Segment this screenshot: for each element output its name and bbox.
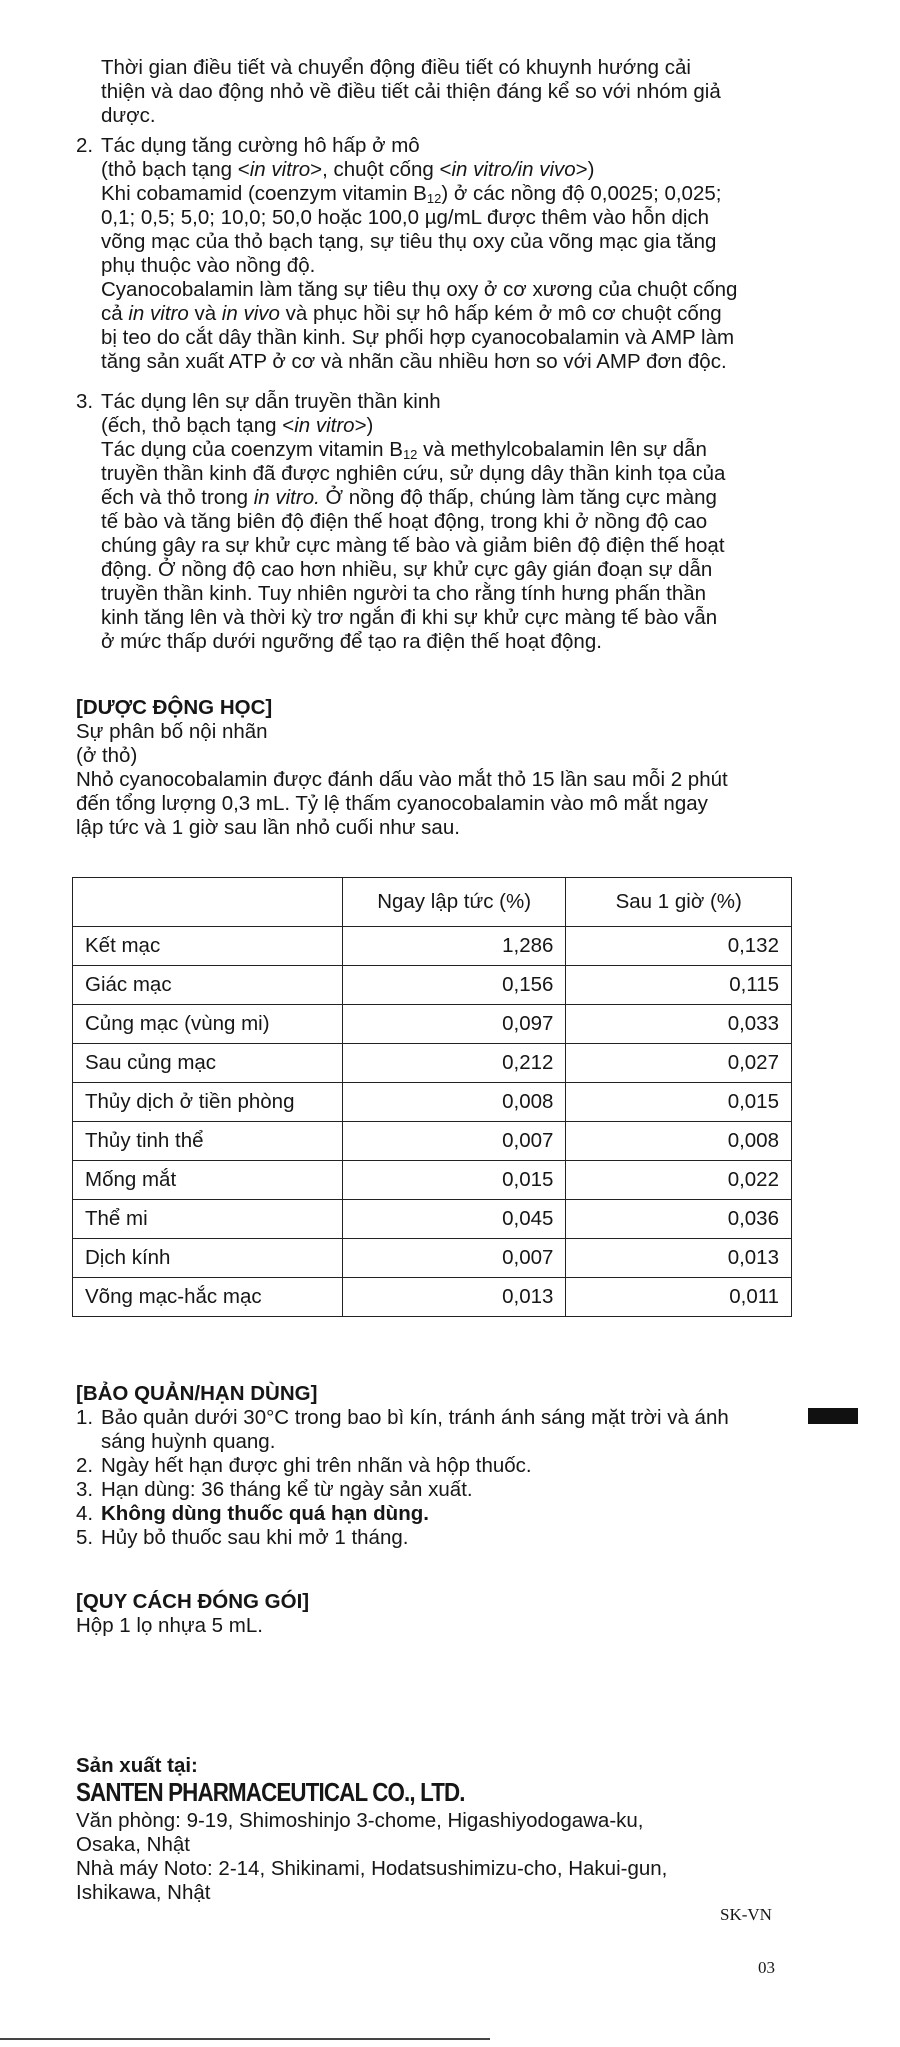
- manufacturer-label: Sản xuất tại:: [76, 1754, 198, 1777]
- paragraph-line: cả in vitro và in vivo và phục hồi sự hô hấp kém ở mô cơ chuột cống: [101, 302, 722, 325]
- tissue-cell: Mống mắt: [73, 1161, 343, 1200]
- list-text-bold: Không dùng thuốc quá hạn dùng.: [101, 1502, 429, 1525]
- table-row: [73, 1005, 792, 1044]
- tissue-cell: Võng mạc-hắc mạc: [73, 1278, 343, 1317]
- storage-section: [76, 1382, 796, 1550]
- table-row: [73, 1044, 792, 1083]
- value-cell: 0,007: [342, 1122, 566, 1161]
- value-cell: 0,132: [566, 927, 792, 966]
- value-cell: 0,115: [566, 966, 792, 1005]
- list-text: Bảo quản dưới 30°C trong bao bì kín, tránh ánh sáng mặt trời và ánh: [101, 1406, 729, 1429]
- section-heading: [BẢO QUẢN/HẠN DÙNG]: [76, 1382, 318, 1405]
- paragraph-line: bị teo do cắt dây thần kinh. Sự phối hợp cyanocobalamin và AMP làm: [101, 326, 735, 349]
- section-title: Tác dụng tăng cường hô hấp ở mô: [101, 134, 420, 157]
- value-cell: 0,097: [342, 1005, 566, 1044]
- paragraph-line: 0,1; 0,5; 5,0; 10,0; 50,0 hoặc 100,0 µg/mL được thêm vào hỗn dịch: [101, 206, 710, 229]
- list-text: sáng huỳnh quang.: [101, 1430, 276, 1453]
- list-item: [76, 1502, 796, 1526]
- section-3: [76, 390, 796, 654]
- address-line: Văn phòng: 9-19, Shimoshinjo 3-chome, Higashiyodogawa-ku,: [76, 1809, 644, 1832]
- tissue-cell: Giác mạc: [73, 966, 343, 1005]
- section-subtitle: (thỏ bạch tạng <in vitro>, chuột cống <in vitro/in vivo>): [101, 158, 595, 181]
- subheading: (ở thỏ): [76, 744, 138, 767]
- list-number: 3.: [76, 1478, 94, 1501]
- value-cell: 1,286: [342, 927, 566, 966]
- paragraph-line: ếch và thỏ trong in vitro. Ở nồng độ thấp, chúng làm tăng cực màng: [101, 486, 717, 509]
- company-name: SANTEN PHARMACEUTICAL CO., LTD.: [76, 1777, 465, 1807]
- section-subtitle: (ếch, thỏ bạch tạng <in vitro>): [101, 414, 374, 437]
- value-cell: 0,015: [342, 1161, 566, 1200]
- value-cell: 0,013: [342, 1278, 566, 1317]
- address-line: Ishikawa, Nhật: [76, 1881, 211, 1904]
- page-number: 03: [758, 1958, 775, 1977]
- value-cell: 0,045: [342, 1200, 566, 1239]
- table-header-cell: Sau 1 giờ (%): [566, 878, 792, 927]
- tissue-cell: Thể mi: [73, 1200, 343, 1239]
- section-2-item: [76, 134, 796, 374]
- list-text: Hạn dùng: 36 tháng kể từ ngày sản xuất.: [101, 1478, 473, 1501]
- list-text: Hủy bỏ thuốc sau khi mở 1 tháng.: [101, 1526, 409, 1549]
- list-item: [76, 1478, 796, 1502]
- value-cell: 0,013: [566, 1239, 792, 1278]
- section-number: 3.: [76, 390, 94, 413]
- intro-paragraph: [76, 56, 796, 128]
- table-header-row: [73, 878, 792, 927]
- paragraph-line: Cyanocobalamin làm tăng sự tiêu thụ oxy ở cơ xương của chuột cống: [101, 278, 738, 301]
- paragraph-line: Tác dụng của coenzym vitamin $B_{12}$ và methylcobalamin lên sự dẫn: [101, 438, 707, 462]
- list-number: 4.: [76, 1502, 94, 1525]
- table-row: [73, 1083, 792, 1122]
- paragraph-line: phụ thuộc vào nồng độ.: [101, 254, 316, 277]
- value-cell: 0,008: [342, 1083, 566, 1122]
- paragraph-line: truyền thần kinh đã được nghiên cứu, sử dụng dây thần kinh tọa của: [101, 462, 726, 485]
- section-2: [76, 134, 796, 374]
- list-number: 1.: [76, 1406, 94, 1429]
- table-row: [73, 1161, 792, 1200]
- paragraph-line: Khi cobamamid (coenzym vitamin $B_{12}$) ở các nồng độ 0,0025; 0,025;: [101, 182, 722, 206]
- list-item: [76, 1406, 796, 1454]
- list-item: [76, 1454, 796, 1478]
- tissue-cell: Thủy tinh thể: [73, 1122, 343, 1161]
- value-cell: 0,036: [566, 1200, 792, 1239]
- table-row: [73, 927, 792, 966]
- intro-line: dược.: [101, 104, 156, 127]
- paragraph-line: ở mức thấp dưới ngưỡng để tạo ra điện thế hoạt động.: [101, 630, 602, 653]
- intro-line: thiện và dao động nhỏ về điều tiết cải thiện đáng kể so với nhóm giả: [101, 80, 721, 103]
- table-row: [73, 966, 792, 1005]
- list-number: 2.: [76, 1454, 94, 1477]
- tissue-cell: Củng mạc (vùng mi): [73, 1005, 343, 1044]
- address-line: Nhà máy Noto: 2-14, Shikinami, Hodatsushimizu-cho, Hakui-gun,: [76, 1857, 668, 1880]
- table-header-cell: [73, 878, 343, 927]
- list-item: [76, 1526, 796, 1550]
- distribution-table: [72, 877, 792, 1317]
- table-header-cell: Ngay lập tức (%): [342, 878, 566, 927]
- packaging-text: Hộp 1 lọ nhựa 5 mL.: [76, 1614, 263, 1637]
- list-text: Ngày hết hạn được ghi trên nhãn và hộp thuốc.: [101, 1454, 532, 1477]
- value-cell: 0,027: [566, 1044, 792, 1083]
- paragraph-line: tăng sản xuất ATP ở cơ và nhãn cầu nhiều hơn so với AMP đơn độc.: [101, 350, 727, 373]
- value-cell: 0,007: [342, 1239, 566, 1278]
- table-row: [73, 1122, 792, 1161]
- paragraph-line: kinh tăng lên và thời kỳ trơ ngắn đi khi sự khử cực màng tế bào vẫn: [101, 606, 718, 629]
- tissue-cell: Sau củng mạc: [73, 1044, 343, 1083]
- paragraph-line: tế bào và tăng biên độ điện thế hoạt động, trong khi ở nồng độ cao: [101, 510, 708, 533]
- value-cell: 0,033: [566, 1005, 792, 1044]
- section-heading: [DƯỢC ĐỘNG HỌC]: [76, 696, 273, 719]
- value-cell: 0,156: [342, 966, 566, 1005]
- paragraph-line: lập tức và 1 giờ sau lần nhỏ cuối như sau.: [76, 816, 460, 839]
- list-number: 5.: [76, 1526, 94, 1549]
- tissue-cell: Kết mạc: [73, 927, 343, 966]
- tissue-cell: Thủy dịch ở tiền phòng: [73, 1083, 343, 1122]
- address-line: Osaka, Nhật: [76, 1833, 190, 1856]
- table-row: [73, 1278, 792, 1317]
- paragraph-line: động. Ở nồng độ cao hơn nhiều, sự khử cực gây gián đoạn sự dẫn: [101, 558, 713, 581]
- packaging-section: [76, 1590, 796, 1638]
- value-cell: 0,011: [566, 1278, 792, 1317]
- section-title: Tác dụng lên sự dẫn truyền thần kinh: [101, 390, 441, 413]
- paragraph-line: Nhỏ cyanocobalamin được đánh dấu vào mắt thỏ 15 lần sau mỗi 2 phút: [76, 768, 728, 791]
- table-row: [73, 1239, 792, 1278]
- tissue-cell: Dịch kính: [73, 1239, 343, 1278]
- paragraph-line: truyền thần kinh. Tuy nhiên người ta cho rằng tính hưng phấn thần: [101, 582, 707, 605]
- bottom-rule: [0, 2038, 490, 2040]
- margin-mark: [808, 1408, 858, 1424]
- value-cell: 0,008: [566, 1122, 792, 1161]
- pharmacokinetics-section: [76, 696, 796, 840]
- section-3-item: [76, 390, 796, 654]
- subheading: Sự phân bố nội nhãn: [76, 720, 268, 743]
- paragraph-line: chúng gây ra sự khử cực màng tế bào và giảm biên độ điện thế hoạt: [101, 534, 725, 557]
- section-number: 2.: [76, 134, 94, 157]
- section-heading: [QUY CÁCH ĐÓNG GÓI]: [76, 1590, 310, 1613]
- manufacturer-section: [76, 1754, 796, 1905]
- value-cell: 0,022: [566, 1161, 792, 1200]
- paragraph-line: đến tổng lượng 0,3 mL. Tỷ lệ thấm cyanocobalamin vào mô mắt ngay: [76, 792, 708, 815]
- value-cell: 0,212: [342, 1044, 566, 1083]
- value-cell: 0,015: [566, 1083, 792, 1122]
- table-row: [73, 1200, 792, 1239]
- intro-line: Thời gian điều tiết và chuyển động điều tiết có khuynh hướng cải: [101, 56, 691, 79]
- paragraph-line: võng mạc của thỏ bạch tạng, sự tiêu thụ oxy của võng mạc gia tăng: [101, 230, 717, 253]
- document-code: SK-VN: [720, 1905, 772, 1924]
